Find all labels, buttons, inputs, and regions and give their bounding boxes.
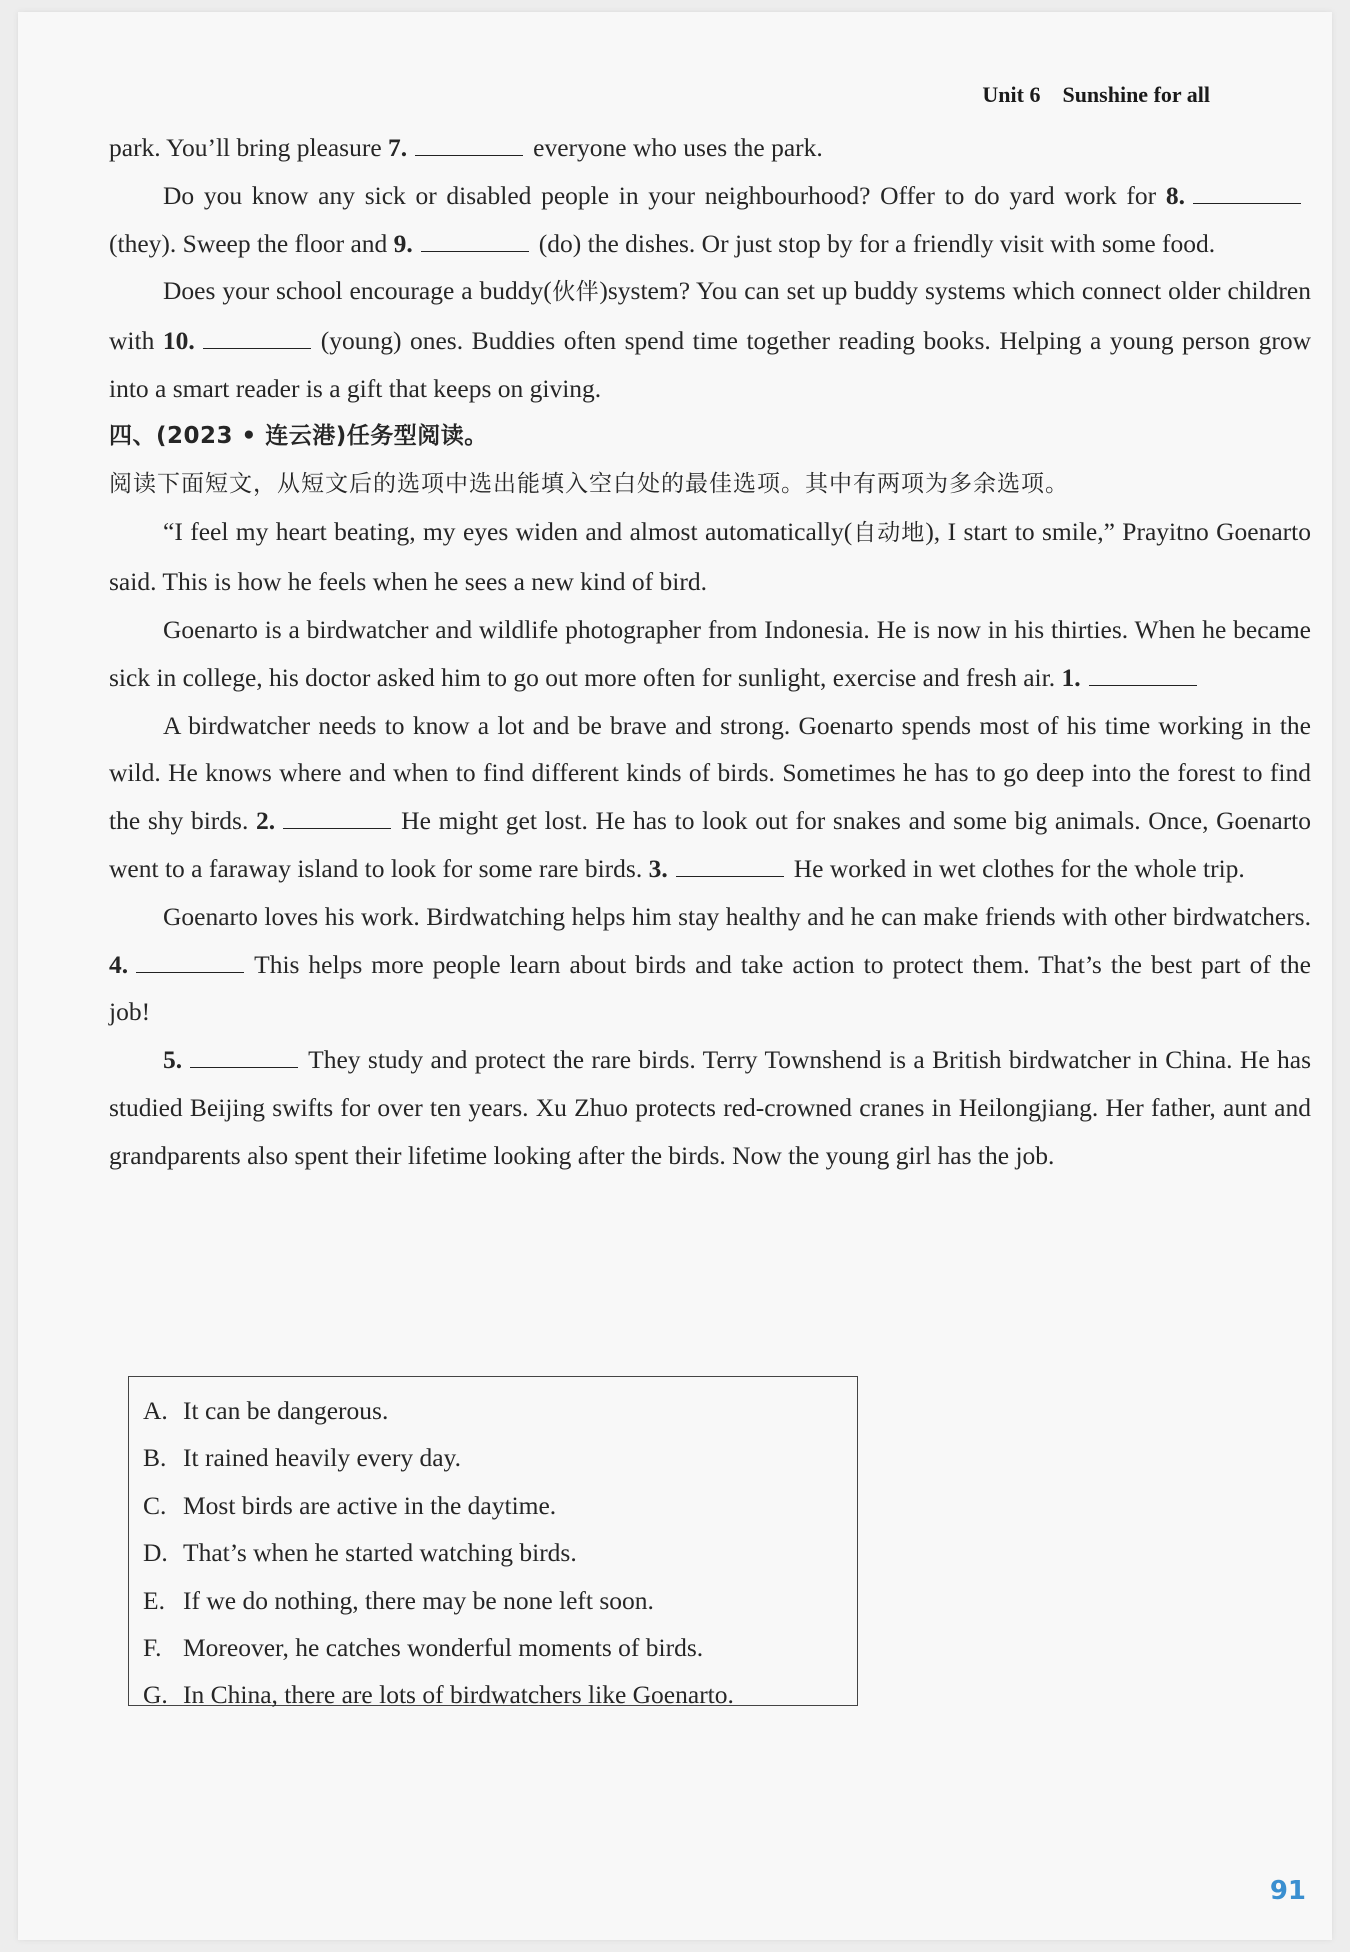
option-text: It can be dangerous. bbox=[183, 1396, 389, 1425]
answer-blank[interactable] bbox=[136, 946, 244, 973]
unit-label: Unit 6 bbox=[982, 82, 1041, 107]
answer-blank[interactable] bbox=[421, 225, 529, 252]
option-text: Most birds are active in the daytime. bbox=[183, 1490, 557, 1520]
chinese-gloss: 伙伴 bbox=[551, 279, 600, 306]
question-number: 8. bbox=[1165, 180, 1185, 210]
text: (do) the dishes. Or just stop by for a friendly visit with some food. bbox=[538, 228, 1216, 258]
text: everyone who uses the park. bbox=[533, 133, 823, 162]
text: “I feel my heart beating, my eyes widen and almost automatically( bbox=[163, 517, 853, 547]
paragraph bbox=[109, 172, 1311, 268]
question-number: 7. bbox=[388, 133, 408, 162]
option-letter: G. bbox=[143, 1680, 168, 1710]
question-number: 10. bbox=[162, 326, 195, 356]
option-item bbox=[143, 1671, 857, 1718]
text: Does your school encourage a buddy( bbox=[163, 276, 552, 306]
answer-blank[interactable] bbox=[676, 850, 784, 877]
text: A birdwatcher needs to know a lot and be brave and strong. Goenarto spends most of his time working in the wild. He knows where and when to find different kinds of birds. Sometimes he has to go deep into the forest to find the shy birds. bbox=[109, 710, 1311, 836]
option-letter: E. bbox=[143, 1585, 165, 1615]
answer-blank[interactable] bbox=[1089, 659, 1197, 686]
option-letter: C. bbox=[143, 1490, 167, 1520]
answer-blank[interactable] bbox=[190, 1041, 298, 1068]
paragraph bbox=[109, 702, 1311, 893]
option-item bbox=[143, 1624, 857, 1671]
option-text: It rained heavily every day. bbox=[183, 1443, 462, 1473]
question-number: 3. bbox=[648, 853, 668, 883]
text: This helps more people learn about birds and take action to protect them. That’s the best part of the job! bbox=[109, 949, 1311, 1027]
text: ), I start to smile,” Prayitno Goenarto said. This is how he feels when he sees a new kind of bird. bbox=[109, 517, 1311, 597]
paragraph bbox=[109, 606, 1311, 702]
running-header bbox=[982, 82, 1210, 108]
question-number: 1. bbox=[1061, 662, 1081, 692]
paragraph bbox=[109, 1036, 1311, 1179]
paragraph bbox=[109, 893, 1311, 1036]
option-item bbox=[143, 1482, 857, 1529]
option-text: If we do nothing, there may be none left soon. bbox=[183, 1585, 654, 1615]
chinese-gloss: 自动地 bbox=[852, 520, 926, 547]
content bbox=[109, 124, 1311, 1180]
option-letter: F. bbox=[143, 1633, 162, 1663]
question-number: 2. bbox=[256, 806, 276, 836]
paragraph bbox=[109, 124, 1311, 172]
section-instruction: 阅读下面短文，从短文后的选项中选出能填入空白处的最佳选项。其中有两项为多余选项。 bbox=[109, 470, 1069, 497]
question-number: 5. bbox=[163, 1045, 183, 1075]
answer-blank[interactable] bbox=[283, 802, 391, 829]
option-text: That’s when he started watching birds. bbox=[183, 1538, 577, 1568]
option-text: In China, there are lots of birdwatchers like Goenarto. bbox=[183, 1680, 734, 1710]
text: Goenarto loves his work. Birdwatching helps him stay healthy and he can make friends with other birdwatchers. bbox=[163, 901, 1311, 931]
option-letter: D. bbox=[143, 1538, 168, 1568]
answer-blank[interactable] bbox=[203, 322, 311, 349]
text: Goenarto is a birdwatcher and wildlife photographer from Indonesia. He is now in his thirties. When he became sick in college, his doctor asked him to go out more often for sunlight, exercise and fresh air. bbox=[109, 614, 1311, 692]
page bbox=[18, 12, 1332, 1940]
text: park. You’ll bring pleasure bbox=[109, 133, 382, 162]
text: They study and protect the rare birds. Terry Townshend is a British birdwatcher in China. He has studied Beijing swifts for over ten years. Xu Zhuo protects red-crowned cranes in Heilongjiang. Her father, aunt and grandparents also spent their lifetime looking after the birds. Now the young girl has the job. bbox=[109, 1045, 1311, 1170]
text: He worked in wet clothes for the whole trip. bbox=[793, 853, 1245, 883]
option-item bbox=[143, 1577, 857, 1624]
options-box bbox=[128, 1376, 858, 1710]
text: )system? You can set up buddy systems which connect older children with bbox=[109, 276, 1311, 356]
option-letter: A. bbox=[143, 1396, 168, 1425]
section-heading: 四、(2023 • 连云港)任务型阅读。 bbox=[109, 422, 488, 449]
paragraph bbox=[109, 267, 1311, 412]
text: (young) ones. Buddies often spend time together reading books. Helping a young person grow into a smart reader is a gift that keeps on giving. bbox=[109, 326, 1311, 403]
text: (they). Sweep the floor and bbox=[109, 228, 388, 258]
question-number: 4. bbox=[109, 949, 129, 979]
text: Do you know any sick or disabled people in your neighbourhood? Offer to do yard work for bbox=[163, 180, 1157, 210]
unit-title: Sunshine for all bbox=[1062, 82, 1210, 107]
option-item bbox=[143, 1529, 857, 1576]
page-number: 91 bbox=[1269, 1876, 1306, 1906]
question-number: 9. bbox=[393, 228, 413, 258]
option-item bbox=[143, 1434, 857, 1481]
text: He might get lost. He has to look out for snakes and some big animals. Once, Goenarto went to a faraway island to look for some rare birds. bbox=[109, 806, 1312, 883]
option-item bbox=[143, 1387, 857, 1434]
paragraph bbox=[109, 508, 1311, 606]
answer-blank[interactable] bbox=[415, 129, 523, 156]
option-text: Moreover, he catches wonderful moments of birds. bbox=[183, 1633, 704, 1663]
option-letter: B. bbox=[143, 1443, 167, 1473]
answer-blank[interactable] bbox=[1193, 177, 1301, 204]
